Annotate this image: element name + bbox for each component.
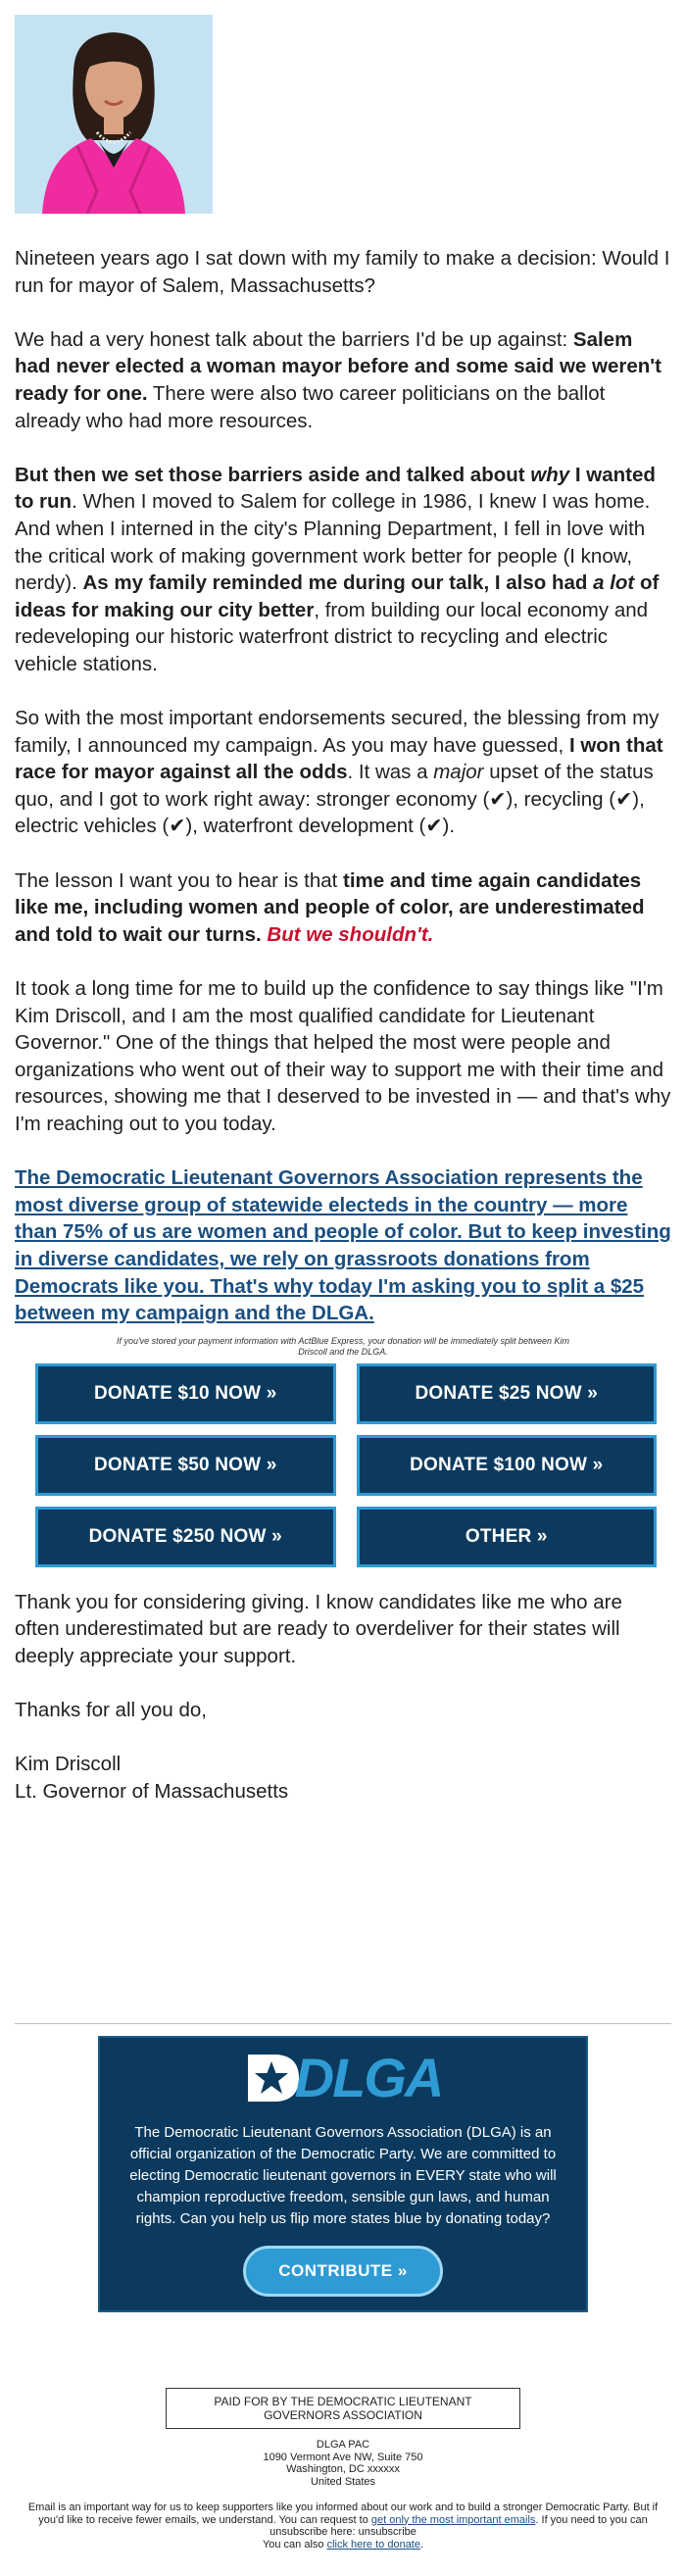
text-bold: time and time again candidates like me, including women and people of color, are underestimated and told to wait our turns. xyxy=(15,868,645,946)
donate-50-button[interactable]: DONATE $50 NOW » xyxy=(35,1435,336,1496)
text: upset of the status quo, and I got to work right away: stronger economy (✔), recycling (✔), electric vehicles (✔), waterfront development (✔). xyxy=(15,761,654,838)
portrait-image xyxy=(15,15,213,214)
paragraph-confidence xyxy=(15,975,671,1138)
dlga-logo-text: DLGA xyxy=(294,2047,443,2108)
email-preferences-note xyxy=(0,2502,686,2551)
text: Nineteen years ago I sat down with my family to make a decision: Would I run for mayor of Salem, Massachusetts? xyxy=(15,247,670,297)
text: You can also xyxy=(262,2538,327,2551)
text: There were also two career politicians on the ballot already who had more resources. xyxy=(15,381,606,432)
paid-for-text: PAID FOR BY THE DEMOCRATIC LIEUTENANT GOVERNORS ASSOCIATION xyxy=(214,2395,472,2422)
paragraph-intro xyxy=(15,245,671,299)
signature-name: Kim Driscoll xyxy=(15,1753,122,1776)
donate-other-button[interactable]: OTHER » xyxy=(357,1507,658,1567)
text: . xyxy=(419,2538,424,2551)
signature-title: Lt. Governor of Massachusetts xyxy=(15,1779,289,1803)
text: The lesson I want you to hear is that xyxy=(15,868,344,892)
text: Email is an important way for us to keep supporters like you informed about our work and to build a stronger Democratic Party. But if you'd like to receive fewer emails, we understand. You can request to xyxy=(27,2502,659,2526)
star-icon xyxy=(244,2053,301,2104)
text: , from building our local economy and redeveloping our historic waterfront district to recycling and electric vehicle stations. xyxy=(15,598,649,675)
text-italic: major xyxy=(433,761,484,784)
dlga-footer-card xyxy=(98,2036,588,2312)
text-red-emphasis: But we shouldn't. xyxy=(261,922,434,946)
text: . It was a xyxy=(347,761,434,784)
text: It took a long time for me to build up the confidence to say things like "I'm Kim Driscoll, and I am the most qualified candidate for Lieutenant Governor." One of the things that helped the most were people and organizations who went out of their way to support me with their time and resources, showing me that I deserved to be invested in — and that's why I'm reaching out to you today. xyxy=(15,977,671,1135)
donate-100-button[interactable]: DONATE $100 NOW » xyxy=(357,1435,658,1496)
text: . If you need to you can unsubscribe here: unsubscribe xyxy=(270,2513,648,2538)
text: Thank you for considering giving. I know candidates like me who are often underestimated but are ready to overdeliver for their states will deeply appreciate your support. xyxy=(15,1590,622,1667)
donate-250-button[interactable]: DONATE $250 NOW » xyxy=(35,1507,336,1567)
footer-donate-link[interactable]: click here to donate xyxy=(326,2538,420,2551)
important-emails-link[interactable]: get only the most important emails xyxy=(370,2513,536,2526)
paragraph-thanks xyxy=(15,1589,671,1670)
text-bold-italic: a lot xyxy=(593,571,635,595)
mailing-address xyxy=(0,2439,686,2488)
paid-for-disclaimer xyxy=(166,2388,520,2429)
donate-button-grid xyxy=(35,1363,657,1567)
paragraph-barriers xyxy=(15,326,671,434)
text: . When I moved to Salem for college in 1986, I knew I was home. And when I interned in the city's Planning Department, I fell in love with the critical work of making government work better for people (I know, nerdy). xyxy=(15,490,651,595)
paragraph-won xyxy=(15,705,671,840)
address-street: 1090 Vermont Ave NW, Suite 750 xyxy=(263,2451,423,2463)
dlga-pitch-link[interactable]: The Democratic Lieutenant Governors Association represents the most diverse group of statewide electeds in the country — more than 75% of us are women and people of color. But to keep investing in diverse candidates, we rely on grassroots donations from Democrats like you. That's why today I'm asking you to split a $25 between my campaign and the DLGA. xyxy=(15,1166,671,1325)
portrait-illustration xyxy=(15,15,213,214)
text: So with the most important endorsements secured, the blessing from my family, I announced my campaign. As you may have guessed, xyxy=(15,707,660,757)
donate-25-button[interactable]: DONATE $25 NOW » xyxy=(357,1363,658,1424)
dlga-description: The Democratic Lieutenant Governors Association (DLGA) is an official organization of the Democratic Party. We are committed to electing Democratic lieutenant governors in EVERY state who will champion reproductive freedom, sensible gun laws, and human rights. Can you help us flip more states blue by donating today? xyxy=(129,2124,557,2227)
address-org: DLGA PAC xyxy=(316,2439,370,2451)
text: We had a very honest talk about the barriers I'd be up against: xyxy=(15,327,573,351)
text-bold: I wanted to run xyxy=(15,463,656,514)
text-bold-italic: why xyxy=(530,463,570,486)
text-bold: I won that race for mayor against all the odds xyxy=(15,733,663,784)
actblue-note: If you've stored your payment information with ActBlue Express, your donation will be immediately split between Kim Driscoll and the DLGA. xyxy=(116,1335,570,1357)
paragraph-why xyxy=(15,462,671,678)
address-city: Washington, DC xxxxxx xyxy=(286,2463,400,2475)
text: Thanks for all you do, xyxy=(15,1699,207,1722)
text-bold: of ideas for making our city better xyxy=(15,571,660,621)
address-country: United States xyxy=(310,2475,376,2488)
text-bold: But then we set those barriers aside and talked about xyxy=(15,463,531,486)
dlga-logo xyxy=(100,2047,586,2108)
email-body xyxy=(15,15,671,1806)
divider xyxy=(15,2023,671,2024)
donate-10-button[interactable]: DONATE $10 NOW » xyxy=(35,1363,336,1424)
paragraph-signoff xyxy=(15,1697,671,1724)
paragraph-lesson xyxy=(15,867,671,949)
signature xyxy=(15,1751,671,1805)
paragraph-dlga-pitch xyxy=(15,1164,671,1327)
contribute-button[interactable]: CONTRIBUTE » xyxy=(243,2246,443,2297)
text-bold: Salem had never elected a woman mayor before and some said we weren't ready for one. xyxy=(15,327,662,405)
text-bold: As my family reminded me during our talk, I also had xyxy=(82,571,594,595)
